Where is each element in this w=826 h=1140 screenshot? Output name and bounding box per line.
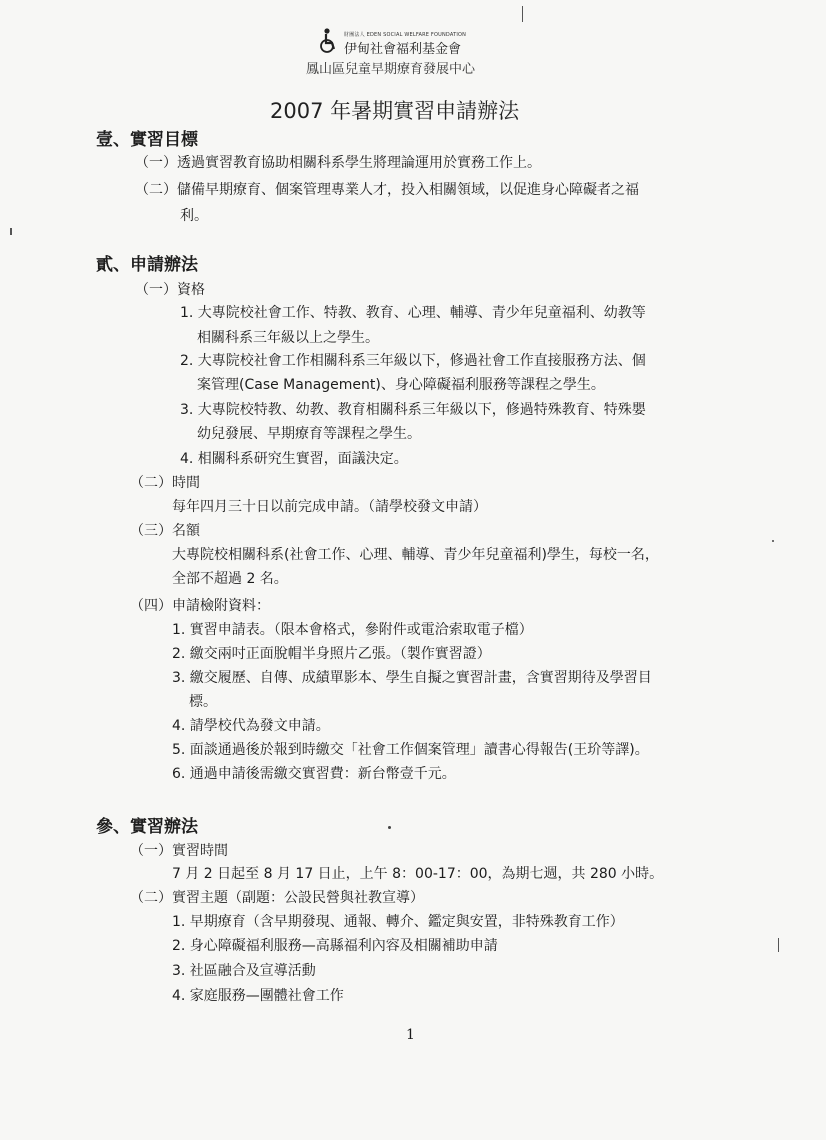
page-title: 2007 年暑期實習申請辦法: [270, 99, 520, 123]
goal-2: （二）儲備早期療育、個案管理專業人才，投入相關領域，以促進身心障礙者之福: [135, 182, 639, 198]
goal-2-cont: 利。: [180, 208, 208, 224]
document-1: 1. 實習申請表。（限本會格式，參附件或電洽索取電子檔）: [172, 622, 533, 638]
wheelchair-logo-icon: [318, 28, 338, 54]
internship-time-body: 7 月 2 日起至 8 月 17 日止，上午 8：00-17：00，為期七週，共 280 小時。: [172, 866, 664, 882]
document-3: 3. 繳交履歷、自傳、成績單影本、學生自擬之實習計畫，含實習期待及學習目: [172, 670, 652, 686]
scan-mark: [10, 228, 12, 235]
internship-time-heading: （一）實習時間: [130, 843, 228, 859]
qualification-4: 4. 相關科系研究生實習，面議決定。: [180, 451, 408, 467]
documents-heading: （四）申請檢附資料：: [130, 598, 270, 614]
goal-1: （一）透過實習教育協助相關科系學生將理論運用於實務工作上。: [135, 155, 541, 171]
qualification-1: 1. 大專院校社會工作、特教、教育、心理、輔導、青少年兒童福利、幼教等: [180, 305, 646, 321]
document-5: 5. 面談通過後於報到時繳交「社會工作個案管理」讀書心得報告(王玠等譯)。: [172, 742, 649, 758]
time-body: 每年四月三十日以前完成申請。（請學校發文申請）: [172, 499, 487, 515]
document-4: 4. 請學校代為發文申請。: [172, 718, 330, 734]
topic-2: 2. 身心障礙福利服務—高縣福利內容及相關補助申請: [172, 938, 498, 954]
quota-body: 大專院校相關科系(社會工作、心理、輔導、青少年兒童福利)學生，每校一名，: [172, 547, 659, 563]
org-english-name: 財團法人 EDEN SOCIAL WELFARE FOUNDATION: [344, 32, 467, 38]
org-name: 伊甸社會福利基金會: [344, 42, 462, 57]
qualification-2-cont: 案管理(Case Management)、身心障礙福利服務等課程之學生。: [197, 377, 605, 393]
center-name: 鳳山區兒童早期療育發展中心: [306, 62, 476, 77]
topic-4: 4. 家庭服務—團體社會工作: [172, 988, 344, 1004]
document-6: 6. 通過申請後需繳交實習費：新台幣壹千元。: [172, 766, 456, 782]
document-2: 2. 繳交兩吋正面脫帽半身照片乙張。（製作實習證）: [172, 646, 491, 662]
quota-body-cont: 全部不超過 2 名。: [172, 571, 288, 587]
qualification-3-cont: 幼兒發展、早期療育等課程之學生。: [197, 426, 421, 442]
document-3-cont: 標。: [189, 694, 217, 710]
qualification-heading: （一）資格: [135, 282, 205, 298]
section-3-heading: 參、實習辦法: [96, 817, 198, 837]
qualification-1-cont: 相關科系三年級以上之學生。: [197, 330, 379, 346]
scan-speck: [772, 540, 774, 542]
qualification-2: 2. 大專院校社會工作相關科系三年級以下，修過社會工作直接服務方法、個: [180, 353, 646, 369]
scan-mark: [778, 938, 779, 952]
scan-mark: [522, 6, 523, 22]
page-number: 1: [406, 1027, 415, 1043]
time-heading: （二）時間: [130, 475, 200, 491]
quota-heading: （三）名額: [130, 523, 200, 539]
topic-3: 3. 社區融合及宣導活動: [172, 963, 316, 979]
qualification-3: 3. 大專院校特教、幼教、教育相關科系三年級以下，修過特殊教育、特殊嬰: [180, 402, 646, 418]
scan-speck: [388, 826, 391, 829]
section-1-heading: 壹、實習目標: [96, 130, 198, 150]
topic-1: 1. 早期療育（含早期發現、通報、轉介、鑑定與安置，非特殊教育工作）: [172, 914, 624, 930]
section-2-heading: 貳、申請辦法: [96, 255, 198, 275]
internship-topic-heading: （二）實習主題（副題：公設民營與社教宣導）: [130, 890, 424, 906]
